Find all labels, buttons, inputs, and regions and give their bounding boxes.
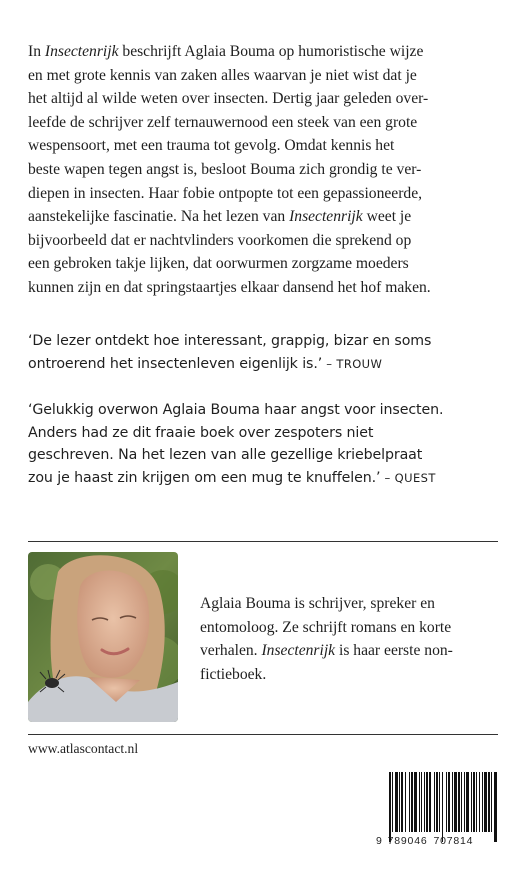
bio-text: is haar eerste non- [335, 642, 453, 660]
blurb-line [28, 158, 488, 182]
blurb-line [28, 64, 488, 88]
bio-text: Aglaia Bouma is schrijver, spreker en [200, 595, 435, 612]
barcode-bar [494, 772, 497, 842]
blurb-line [28, 40, 488, 64]
blurb-line [28, 134, 488, 158]
barcode-bar [429, 772, 431, 832]
blurb-line [28, 111, 488, 135]
barcode-bar [414, 772, 417, 832]
blurb-text: beschrijft Aglaia Bouma op humoristische wijze [118, 43, 424, 60]
blurb-line [28, 229, 488, 253]
bio-line [200, 616, 500, 640]
isbn-lead-digit: 9 [376, 835, 383, 847]
book-title: Insectenrijk [289, 208, 363, 226]
quote-text: Anders had ze dit fraaie boek over zespoters niet [28, 424, 374, 441]
book-title: Insectenrijk [261, 642, 336, 660]
bio-text: fictieboek. [200, 665, 267, 683]
barcode-bar [434, 772, 435, 832]
barcode-bar [399, 772, 400, 832]
review-quote-quest [28, 399, 498, 489]
barcode-bar [452, 772, 453, 832]
blurb-text: diepen in insecten. Haar fobie ontpopte tot een gepassioneerde, [28, 184, 423, 202]
blurb-text: aanstekelijke fascinatie. Na het lezen van [28, 208, 290, 226]
barcode-bar [473, 772, 475, 832]
barcode-bar [454, 772, 457, 832]
barcode-bar [464, 772, 465, 832]
quote-text: ‘De lezer ontdekt hoe interessant, grappig, bizar en soms [28, 333, 432, 349]
quote-text: ontroerend het insectenleven eigenlijk is.’ [28, 355, 323, 372]
quote-line [28, 467, 498, 490]
bio-text: verhalen. [200, 642, 262, 660]
quote-line [28, 399, 498, 422]
barcode-bar [389, 772, 391, 842]
barcode-bar [439, 772, 440, 832]
barcode-bar [401, 772, 403, 832]
blurb-text: en met grote kennis van zaken alles waarvan je niet wist dat je [28, 66, 417, 84]
blurb-line [28, 87, 488, 111]
barcode-bar [426, 772, 428, 832]
bio-text: entomoloog. Ze schrijft romans en korte [200, 618, 452, 636]
blurb-line [28, 182, 488, 206]
barcode-bar [471, 772, 472, 832]
blurb-text: een gebroken takje lijken, dat oorwurmen zorgzame moeders [28, 255, 409, 273]
publisher-website[interactable]: www.atlascontact.nl [28, 741, 139, 756]
author-photo [28, 552, 178, 722]
author-bio [200, 592, 500, 686]
quote-line [28, 422, 498, 445]
barcode-bar [421, 772, 422, 832]
barcode-bar [395, 772, 398, 832]
barcode-bar [436, 772, 438, 832]
barcode-bar [392, 772, 393, 832]
quote-line [28, 444, 498, 467]
barcode-bar [491, 772, 492, 832]
barcode-bar [488, 772, 490, 832]
barcode-bar [446, 772, 447, 832]
quote-source: – QUEST [380, 470, 436, 485]
blurb-text: In [28, 43, 45, 60]
divider-bottom [28, 734, 498, 735]
barcode-bar [482, 772, 483, 832]
blurb-text: bijvoorbeeld dat er nachtvlinders voorkomen die sprekend op [28, 231, 412, 249]
barcode-bar [461, 772, 462, 832]
barcode-bar [476, 772, 477, 832]
barcode-bar [458, 772, 460, 832]
quote-source: – TROUW [322, 356, 383, 371]
barcode-bar [442, 772, 443, 842]
isbn-group-1: 789046 [387, 835, 428, 847]
blurb-text: beste wapen tegen angst is, besloot Bouma zich grondig te ver- [28, 160, 422, 178]
back-cover-blurb [28, 40, 488, 300]
isbn-number [376, 835, 500, 847]
book-title: Insectenrijk [44, 43, 119, 60]
review-quote-trouw [28, 330, 498, 375]
barcode-bar [448, 772, 450, 832]
blurb-text: weet je [362, 208, 412, 226]
blurb-text: leefde de schrijver zelf ternauwernood een steek van een grote [28, 113, 418, 131]
bio-line [200, 592, 500, 616]
barcode-bar [405, 772, 406, 832]
barcode-bar [424, 772, 425, 832]
quote-line [28, 330, 498, 353]
barcode-bar [466, 772, 469, 832]
blurb-line [28, 252, 488, 276]
barcode-bar [484, 772, 487, 832]
barcode-bar [409, 772, 410, 832]
barcode-bar [419, 772, 420, 832]
barcode-bar [479, 772, 480, 832]
blurb-line [28, 276, 488, 300]
blurb-line [28, 205, 488, 229]
quote-text: zou je haast zin krijgen om een mug te knuffelen.’ [28, 469, 381, 486]
divider-top [28, 541, 498, 542]
blurb-text: het altijd al wilde weten over insecten. Dertig jaar geleden over- [28, 90, 429, 108]
quote-line [28, 353, 498, 376]
quote-text: geschreven. Na het lezen van alle gezellige kriebelpraat [28, 447, 423, 464]
isbn-group-2: 707814 [433, 835, 474, 847]
bio-line [200, 639, 500, 663]
barcode-bar [411, 772, 413, 832]
blurb-text: wespensoort, met een trauma tot gevolg. Omdat kennis het [28, 137, 395, 155]
blurb-text: kunnen zijn en dat springstaartjes elkaar dansend het hof maken. [28, 278, 431, 296]
bio-line [200, 663, 500, 687]
quote-text: ‘Gelukkig overwon Aglaia Bouma haar angst voor insecten. [28, 402, 444, 418]
